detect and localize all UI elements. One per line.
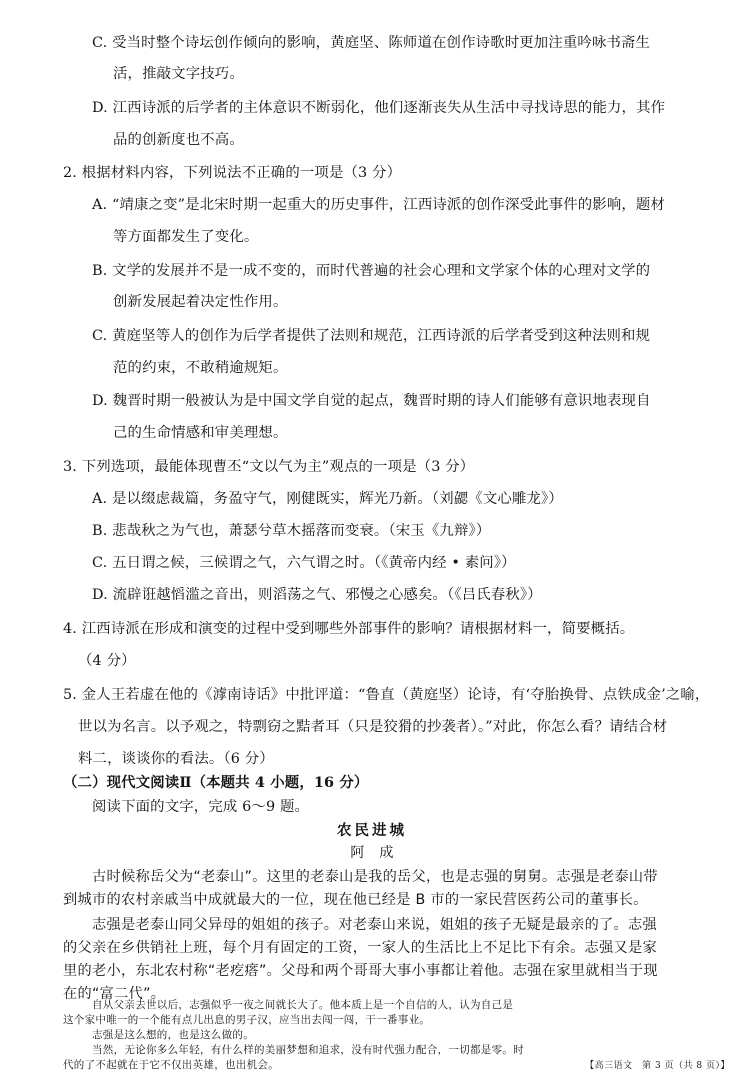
q4-line-1: 4. 江西诗派在形成和演变的过程中受到哪些外部事件的影响？请根据材料一，简要概括。 xyxy=(63,621,635,637)
q1-option-c-line-1: C. 受当时整个诗坛创作倾向的影响，黄庭坚、陈师道在创作诗歌时更加注重吟咏书斋生 xyxy=(92,35,651,51)
story-p5-line-1: 当然，无论你多么年轻，有什么样的美丽梦想和追求，没有时代强力配合，一切都是零。时 xyxy=(92,1044,524,1056)
story-p1-line-2: 到城市的农村亲戚当中成就最大的一位，现在他已经是 B 市的一家民营医药公司的董事长。 xyxy=(63,892,648,908)
q5-line-2: 世以为名言。以予观之，特剽窃之黠者耳（只是狡猾的抄袭者）。”对此，你怎么看？请结合材 xyxy=(78,719,668,735)
section-instruction: 阅读下面的文字，完成 6～9 题。 xyxy=(92,799,310,815)
story-p3-line-1: 自从父亲去世以后，志强似乎一夜之间就长大了。他本质上是一个自信的人，认为自己是 xyxy=(92,999,514,1011)
q2-stem: 2. 根据材料内容，下列说法不正确的一项是（3 分） xyxy=(63,165,402,181)
story-p5-line-2: 代的了不起就在于它不仅出英雄，也出机会。 xyxy=(63,1059,279,1071)
q2-option-a-line-2: 等方面都发生了变化。 xyxy=(113,229,259,245)
q3-option-d: D. 流辟诳越慆滥之音出，则滔荡之气、邪慢之心感矣。（《吕氏春秋》） xyxy=(92,587,542,603)
story-title: 农民进城 xyxy=(337,823,407,839)
story-p3-line-2: 这个家中唯一的一个能有点儿出息的男子汉，应当出去闯一闯，干一番事业。 xyxy=(63,1014,431,1026)
q1-option-c-line-2: 活，推敲文字技巧。 xyxy=(113,66,244,82)
q2-option-c-line-2: 范的约束，不敢稍逾规矩。 xyxy=(113,360,288,376)
q2-option-c-line-1: C. 黄庭坚等人的创作为后学者提供了法则和规范，江西诗派的后学者受到这种法则和规 xyxy=(92,328,651,344)
story-p2-line-1: 志强是老泰山同父异母的姐姐的孩子。对老泰山来说，姐姐的孩子无疑是最亲的了。志强 xyxy=(92,917,658,933)
story-author: 阿 成 xyxy=(350,845,394,861)
q2-option-a-line-1: A. “靖康之变”是北宋时期一起重大的历史事件，江西诗派的创作深受此事件的影响，题材 xyxy=(92,197,666,213)
q2-option-b-line-2: 创新发展起着决定性作用。 xyxy=(113,294,288,310)
story-p1-line-1: 古时候称岳父为“老泰山”。这里的老泰山是我的岳父，也是志强的舅舅。志强是老泰山带 xyxy=(92,869,658,885)
q1-option-d-line-2: 品的创新度也不高。 xyxy=(113,132,244,148)
q4-line-2: （4 分） xyxy=(78,653,136,669)
story-p2-line-4: 在的“富二代”。 xyxy=(63,986,166,1002)
story-p2-line-2: 的父亲在乡供销社上班，每个月有固定的工资，一家人的生活比上不足比下有余。志强又是家 xyxy=(63,940,657,956)
page-footer: 【高三语文 第 3 页（共 8 页）】 xyxy=(585,1061,730,1071)
section-heading: （二）现代文阅读Ⅱ（本题共 4 小题，16 分） xyxy=(63,774,369,791)
q3-option-a: A. 是以缀虑裁篇，务盈守气，刚健既实，辉光乃新。（刘勰《文心雕龙》） xyxy=(92,491,563,507)
q3-stem: 3. 下列选项，最能体现曹丕“文以气为主”观点的一项是（3 分） xyxy=(63,459,475,475)
q2-option-d-line-2: 己的生命情感和审美理想。 xyxy=(113,425,288,441)
q1-option-d-line-1: D. 江西诗派的后学者的主体意识不断弱化，他们逐渐丧失从生活中寻找诗思的能力，其作 xyxy=(92,100,666,116)
q2-option-b-line-1: B. 文学的发展并不是一成不变的，而时代普遍的社会心理和文学家个体的心理对文学的 xyxy=(92,263,651,279)
q3-option-c: C. 五日谓之候，三候谓之气，六气谓之时。（《黄帝内经 • 素问》） xyxy=(92,555,516,571)
q3-option-b: B. 悲哉秋之为气也，萧瑟兮草木摇落而变衰。（宋玉《九辩》） xyxy=(92,523,491,539)
q5-line-1: 5. 金人王若虚在他的《滹南诗话》中批评道：“鲁直（黄庭坚）论诗，有‘夺胎换骨、点铁成金’之喻， xyxy=(63,687,710,703)
story-p2-line-3: 里的老小，东北农村称“老疙瘩”。父母和两个哥哥大事小事都让着他。志强在家里就相当于现 xyxy=(63,963,658,979)
story-p4: 志强是这么想的，也是这么做的。 xyxy=(92,1029,254,1041)
q2-option-d-line-1: D. 魏晋时期一般被认为是中国文学自觉的起点，魏晋时期的诗人们能够有意识地表现自 xyxy=(92,393,651,409)
q5-line-3: 料二，谈谈你的看法。（6 分） xyxy=(78,751,274,767)
